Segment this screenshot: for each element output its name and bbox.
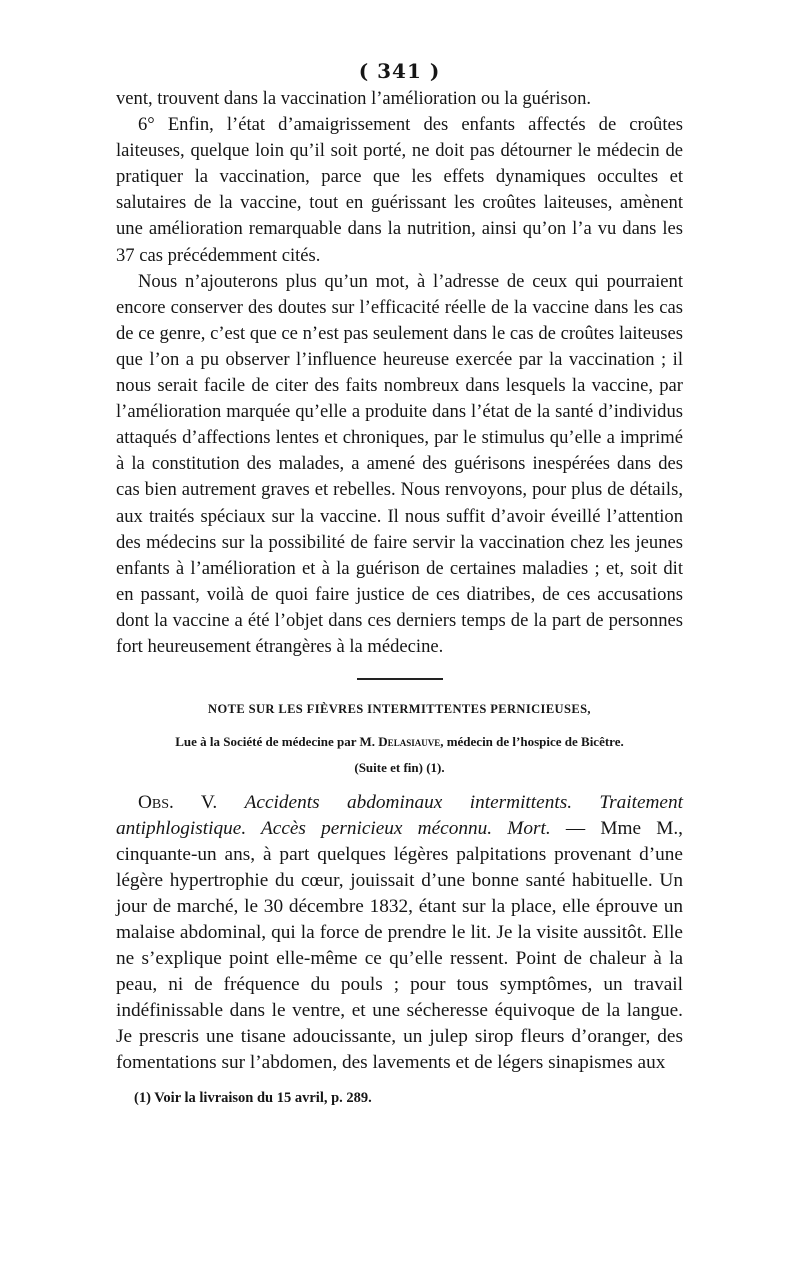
section-divider (357, 678, 443, 680)
footnote: (1) Voir la livraison du 15 avril, p. 289. (134, 1090, 372, 1107)
note-author: Delasiauve, (378, 734, 444, 750)
observation-paragraph (116, 790, 683, 1076)
observation-text: — Mme M., cinquante-un ans, à part quelques légères palpitations provenant d’une légère hypertrophie du cœur, jouissait d’une bonne santé habituelle. Un jour de marché, le 30 décembre 1832, étant sur la place, elle éprouve un malaise abdominal, qui la force de prendre le lit. Je la visite aussitôt. Elle ne s’explique point elle-même ce qu’elle ressent. Point de chaleur à la peau, ni de fréquence du pouls ; pour tous symptômes, un travail indéfinissable dans le ventre, et une sécheresse équivoque de la langue. Je prescris une tisane adoucissante, un julep sirop fleurs d’oranger, des fomentations sur l’abdomen, des lavements et de légers sinapismes aux (116, 818, 683, 1074)
note-title: NOTE SUR LES FIÈVRES INTERMITTENTES PERNICIEUSES, (208, 702, 591, 717)
note-subtitle-pre: Lue à la Société de médecine par M. (175, 734, 376, 750)
observation-label: Obs. V. (138, 792, 218, 814)
note-subtitle (116, 732, 683, 752)
book-page (116, 56, 683, 1110)
paragraph-continuation: vent, trouvent dans la vaccination l’amélioration ou la guérison. (116, 88, 592, 109)
page-number: ( 341 ) (358, 59, 441, 83)
observation-title: Accidents abdominaux intermittents. Traitement antiphlogistique. Accès pernicieux méconnu. Mort. (116, 792, 683, 840)
note-subtitle-post: médecin de l’hospice de Bicêtre. (446, 734, 624, 750)
paragraph-conclusion: Nous n’ajouterons plus qu’un mot, à l’adresse de ceux qui pourraient encore conserver des doutes sur l’efficacité réelle de la vaccine dans les cas de ce genre, c’est que ce n’est pas seulement dans le cas de croûtes laiteuses que l’on a pu observer l’influence heureuse exercée par la vaccination ; il nous serait facile de citer des faits nombreux dans lesquels la vaccine, par l’amélioration marquée qu’elle a produite dans l’état de la santé d’individus attaqués d’affections lentes et chroniques, par le stimulus qu’elle a imprimé à la constitution des malades, a amené des guérisons inespérées dans des cas bien autrement graves et rebelles. Nous renvoyons, pour plus de détails, aux traités spéciaux sur la vaccine. Il nous suffit d’avoir éveillé l’attention des médecins sur la possibilité de faire servir la vaccination chez les jeunes enfants à l’amélioration et à la guérison de certaines maladies ; et, soit dit en passant, voilà de quoi faire justice de ces diatribes, de ces accusations dont la vaccine a été l’objet dans ces derniers temps de la part de personnes fort heureusement étrangères à la médecine. (116, 270, 683, 657)
note-continuation: (Suite et fin) (1). (354, 760, 445, 776)
paragraph-point-six: 6° Enfin, l’état d’amaigrissement des enfants affectés de croûtes laiteuses, quelque loin qu’il soit porté, ne doit pas détourner le médecin de pratiquer la vaccination, parce que les effets dynamiques occultes et salutaires de la vaccine, tout en guérissant les croûtes laiteuses, amènent une amélioration remarquable dans la nutrition, ainsi qu’on l’a vu dans les 37 cas précédemment cités. (116, 114, 683, 266)
